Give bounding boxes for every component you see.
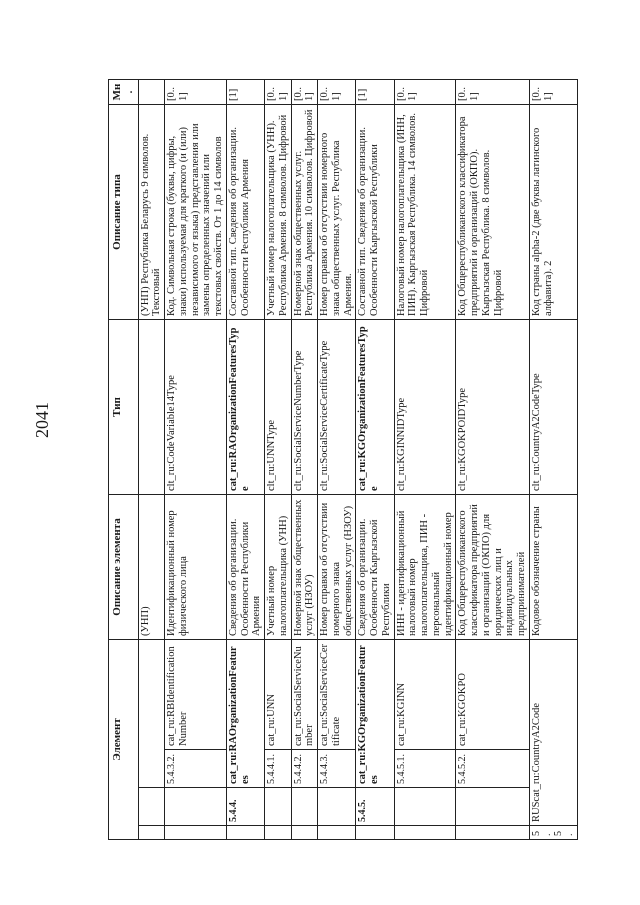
element-description: Кодовое обозначение страны	[529, 495, 577, 640]
element-type	[138, 320, 165, 495]
multiplicity: [0..1]	[265, 80, 292, 105]
indent-cell	[394, 826, 456, 840]
table-row	[265, 80, 292, 840]
indent-cell	[138, 826, 165, 840]
row-number: 5.4.4.3.	[318, 750, 356, 788]
indent-cell	[226, 826, 264, 840]
indent-cell	[291, 826, 318, 840]
row-number: 5.4.5.	[356, 788, 394, 826]
type-description: Налоговый номер налогоплательщика (ИНН, ПИН). Кыргызская Республика. 14 символов. Цифровой	[394, 105, 456, 320]
row-number: 5.4.4.	[226, 788, 264, 826]
multiplicity: [0..1]	[529, 80, 577, 105]
row-number: 5.4.5.2.	[456, 750, 530, 788]
type-description: Номер справки об отсутствии номерного знака общественных услуг. Республика Армения.	[318, 105, 356, 320]
indent-cell	[165, 788, 227, 826]
element-type: clt_ru:SocialServiceNumberType	[291, 320, 318, 495]
element-type: clt_ru:KGINNIDType	[394, 320, 456, 495]
element-type: clt_ru:CodeVariable14Type	[165, 320, 227, 495]
header-type-description: Описание типа	[109, 105, 139, 320]
indent-cell	[265, 788, 292, 826]
row-number: 5.4.5.1.	[394, 750, 456, 788]
table-body	[138, 80, 577, 840]
element-type: clt_ru:KGOKPOIDType	[456, 320, 530, 495]
element-name: cat_ru:KGOrganizationFeatures	[356, 640, 394, 788]
multiplicity	[138, 80, 165, 105]
type-description: Номерной знак общественных услуг. Республика Армения. 10 символов. Цифровой	[291, 105, 318, 320]
table-row	[356, 80, 394, 840]
indent-cell	[356, 826, 394, 840]
row-number	[138, 788, 165, 826]
element-description: Сведения об организации. Особенности Республики Армения	[226, 495, 264, 640]
indent-cell	[456, 826, 530, 840]
type-description: Код. Символьная строка (буквы, цифры, знаки) используемая для краткого (и (или) независимого от языка) представления или замены определенных значений или текстовых свойств. От 1 до 14 символов	[165, 105, 227, 320]
element-name: RUScat_ru:CountryA2Code	[529, 640, 577, 826]
table-row	[456, 80, 530, 840]
type-description: Составной тип. Сведения об организации. Особенности Кыргызской Республики	[356, 105, 394, 320]
header-type: Тип	[109, 320, 139, 495]
indent-cell	[456, 788, 530, 826]
indent-cell	[291, 788, 318, 826]
element-description: ИНН - идентификационный налоговый номер налогоплательщика, ПИН - персональный идентификационный номер	[394, 495, 456, 640]
row-number: 5.4.4.1.	[265, 750, 292, 788]
table-row	[226, 80, 264, 840]
table-row	[138, 80, 165, 840]
row-number: 5.4.3.2.	[165, 750, 227, 788]
element-description: Код Общереспубликанского классификатора предприятий и организаций (ОКПО) для юридических лиц и индивидуальных предпринимателей	[456, 495, 530, 640]
table-row	[394, 80, 456, 840]
type-description: Составной тип. Сведения об организации. Особенности Республики Армения	[226, 105, 264, 320]
element-type: clt_ru:CountryA2CodeType	[529, 320, 577, 495]
element-description: Идентификационный номер физического лица	[165, 495, 227, 640]
indent-cell	[165, 826, 227, 840]
indent-cell	[394, 788, 456, 826]
element-description: Номерной знак общественных услуг (НЗОУ)	[291, 495, 318, 640]
multiplicity: [0..1]	[394, 80, 456, 105]
table-row	[291, 80, 318, 840]
multiplicity: [1]	[226, 80, 264, 105]
type-description: Код Общереспубликанского классификатора предприятий и организаций (ОКПО). Кыргызская Республика. 8 символов. Цифровой	[456, 105, 530, 320]
multiplicity: [0..1]	[318, 80, 356, 105]
table-row	[318, 80, 356, 840]
rotated-table-container	[108, 80, 640, 840]
page-number: 2041	[32, 402, 52, 438]
header-element: Элемент	[109, 640, 139, 840]
type-description: (УНП) Республика Беларусь 9 символов. Текстовый	[138, 105, 165, 320]
element-type: cat_ru:KGOrganizationFeaturesType	[356, 320, 394, 495]
element-name: cat_ru:RAOrganizationFeatures	[226, 640, 264, 788]
element-description: Учетный номер налогоплательщика (УНН)	[265, 495, 292, 640]
element-description: Сведения об организации. Особенности Кыргызской Республики	[356, 495, 394, 640]
row-number: 5.4.4.2.	[291, 750, 318, 788]
element-name: cat_ru:SocialServiceCertificate	[318, 640, 356, 750]
element-name: cat_ru:UNN	[265, 640, 292, 750]
element-name: cat_ru:KGOKPO	[456, 640, 530, 750]
element-specification-table	[108, 79, 578, 840]
element-name	[138, 640, 165, 788]
element-name: cat_ru:SocialServiceNumber	[291, 640, 318, 750]
element-description: Номер справки об отсутствии номерного знака общественных услуг (НЗОУ)	[318, 495, 356, 640]
indent-cell	[318, 826, 356, 840]
element-description: (УНП)	[138, 495, 165, 640]
element-type: cat_ru:RAOrganizationFeaturesType	[226, 320, 264, 495]
element-name: cat_ru:KGINN	[394, 640, 456, 750]
header-element-description: Описание элемента	[109, 495, 139, 640]
indent-cell	[318, 788, 356, 826]
indent-cell	[265, 826, 292, 840]
multiplicity: [0..1]	[165, 80, 227, 105]
table-row	[165, 80, 227, 840]
type-description: Код страны alpha-2 (две буквы латинского алфавита). 2	[529, 105, 577, 320]
header-multiplicity: Мн.	[109, 80, 139, 105]
row-number: 5.5.	[529, 826, 577, 840]
multiplicity: [1]	[356, 80, 394, 105]
type-description: Учетный номер налогоплательщика (УНН). Республика Армения. 8 символов. Цифровой	[265, 105, 292, 320]
table-row	[529, 80, 577, 840]
element-name: cat_ru:RBIdentificationNumber	[165, 640, 227, 750]
multiplicity: [0..1]	[456, 80, 530, 105]
table-header-row	[109, 80, 139, 840]
multiplicity: [0..1]	[291, 80, 318, 105]
element-type: clt_ru:SocialServiceCertificateType	[318, 320, 356, 495]
element-type: clt_ru:UNNType	[265, 320, 292, 495]
